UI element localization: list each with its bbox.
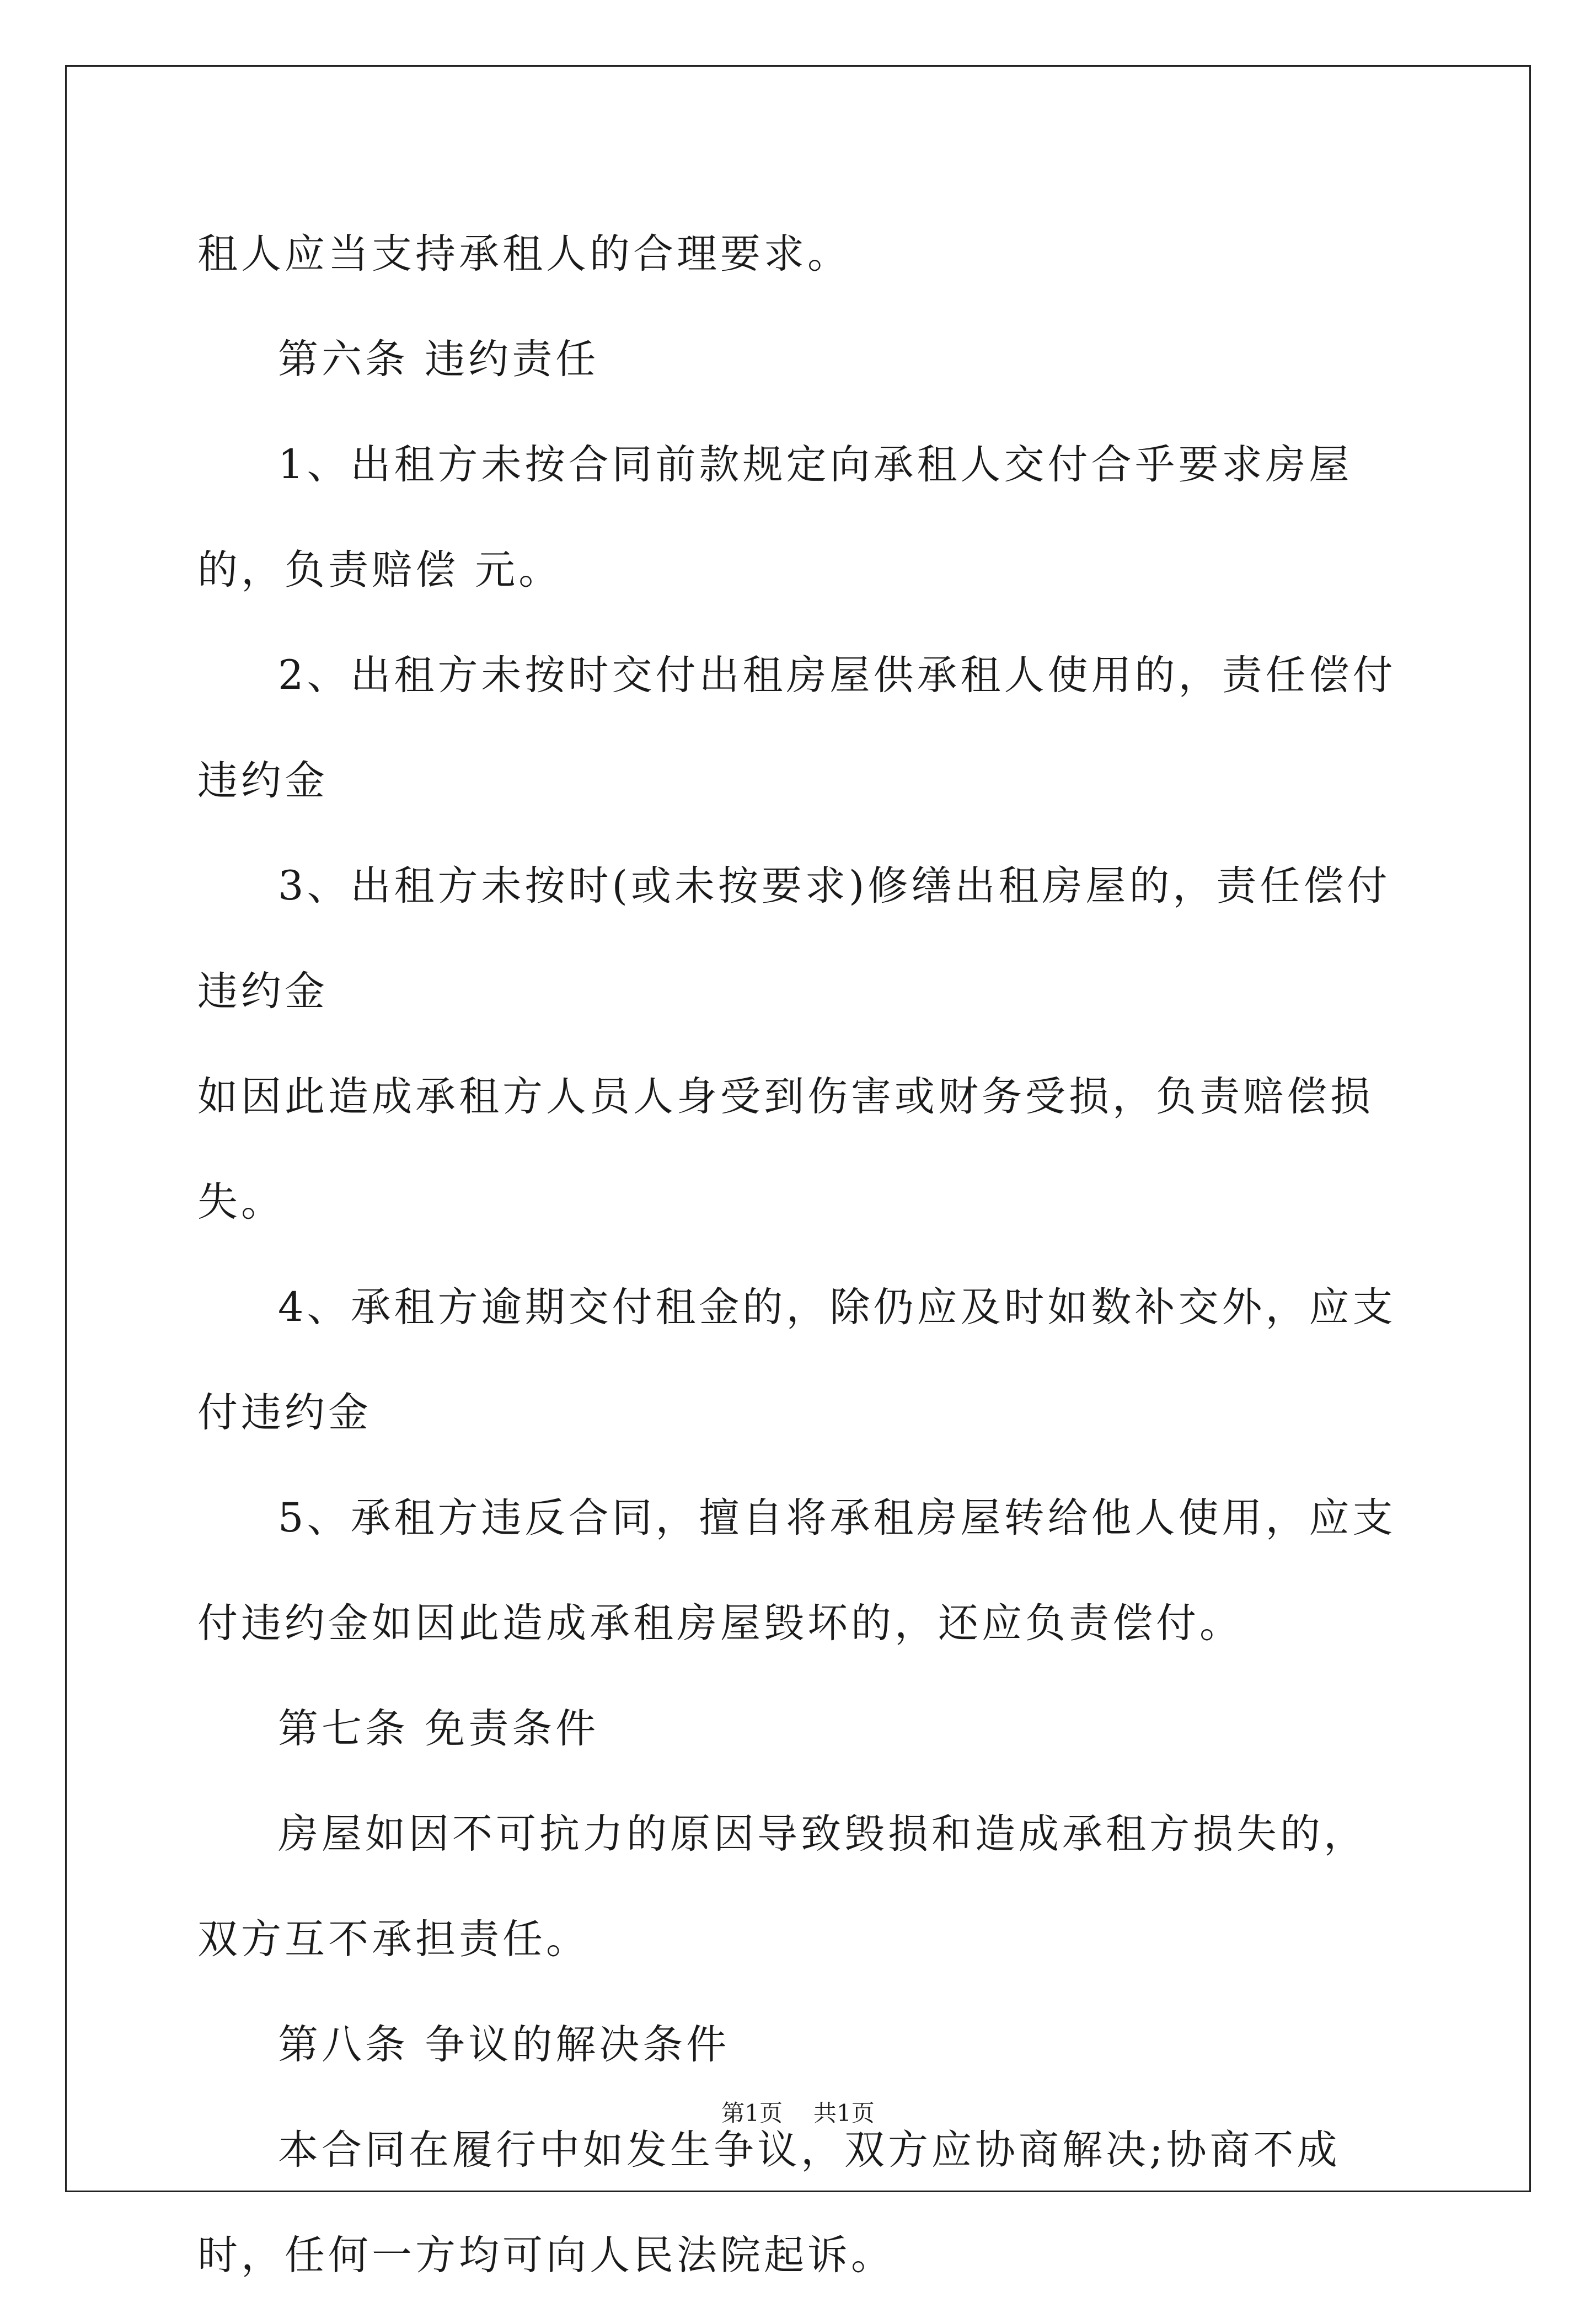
article-6-heading: 第六条 违约责任: [278, 336, 599, 383]
article-8-heading: 第八条 争议的解决条件: [278, 2021, 730, 2068]
clause-3-continuation: 如因此造成承租方人员人身受到伤害或财务受损，负责赔偿损失。: [197, 1073, 1374, 1225]
clause-1: 1、出租方未按合同前款规定向承租人交付合乎要求房屋的，负责赔偿 元。: [197, 441, 1353, 593]
page-footer: [0, 2097, 1596, 2130]
article-7-heading: 第七条 免责条件: [278, 1705, 599, 1752]
page-number-total: 共1页: [813, 2100, 875, 2127]
paragraph-continuation: 租人应当支持承租人的合理要求。: [197, 231, 851, 277]
clause-5: 5、承租方违反合同，擅自将承租房屋转给他人使用，应支付违约金如因此造成承租房屋毁坏的，还应负责偿付。: [197, 1495, 1396, 1647]
clause-4: 4、承租方逾期交付租金的，除仍应及时如数补交外，应支付违约金: [197, 1284, 1396, 1436]
clause-3: 3、出租方未按时(或未按要求)修缮出租房屋的，责任偿付违约金: [197, 863, 1391, 1015]
clause-2: 2、出租方未按时交付出租房屋供承租人使用的，责任偿付违约金: [197, 652, 1396, 804]
document-body: [197, 201, 1405, 2308]
page-number-current: 第1页: [721, 2100, 783, 2127]
article-8-text: 本合同在履行中如发生争议，双方应协商解决;协商不成时，任何一方均可向人民法院起诉。: [197, 2127, 1341, 2279]
article-7-text: 房屋如因不可抗力的原因导致毁损和造成承租方损失的，双方互不承担责任。: [197, 1811, 1367, 1963]
